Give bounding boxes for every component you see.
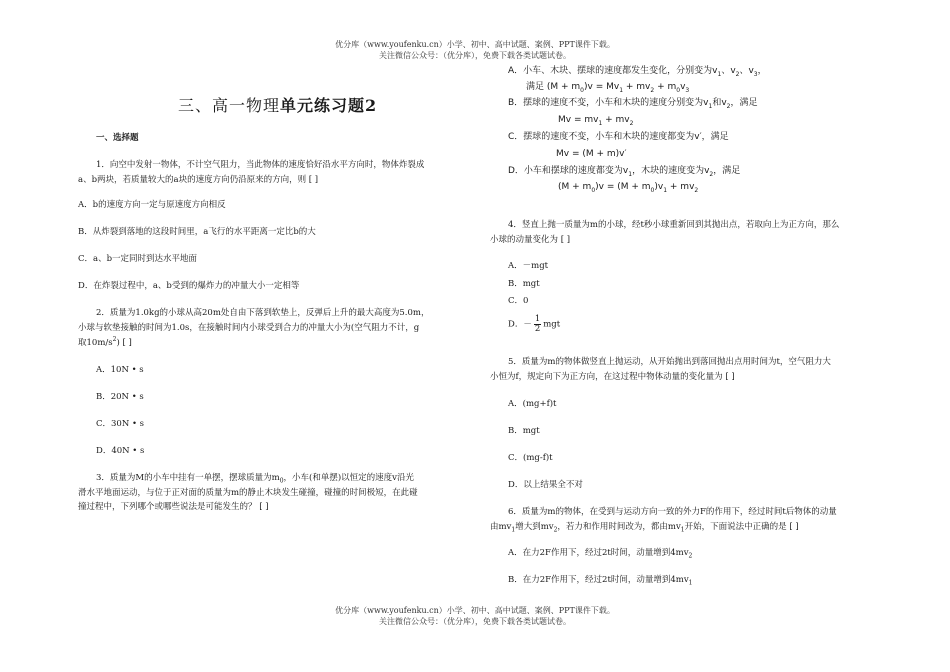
q2-line-2: 小球与软垫接触的时间为1.0s，在接触时间内小球受到合力的冲量大小为(空气阻力不计，g xyxy=(78,323,420,333)
q5-option-a: A．(mg+f)t xyxy=(508,399,557,409)
q2-option-b: B．20N • s xyxy=(96,392,144,402)
page-title xyxy=(178,96,377,116)
q1-option-c: C．a、b一定同时到达水平地面 xyxy=(78,254,198,264)
footer-line-2: 关注微信公众号：（优分库），免费下载各类试题试卷。 xyxy=(379,617,571,626)
q3-option-d: D．小车和摆球的速度都变为$v_1$，木块的速度变为$v_2$，满足 xyxy=(508,166,741,178)
q5-option-c: C．(mg-f)t xyxy=(508,453,553,463)
title-bold: 单元练习题2 xyxy=(280,96,378,115)
q2-line-1: 2．质量为1.0kg的小球从高20m处自由下落到软垫上，反弹后上升的最大高度为5.0m， xyxy=(96,308,430,318)
q3-option-a-formula: 满足 $(M + m_0)v = Mv_1 + mv_2 + m_0v_3$ xyxy=(526,82,690,94)
title-prefix: 三、高一物理 xyxy=(178,96,281,115)
q1-option-d: D．在炸裂过程中，a、b受到的爆炸力的冲量大小一定相等 xyxy=(78,281,300,291)
q5-option-d: D．以上结果全不对 xyxy=(508,480,583,490)
q1-option-a: A．b的速度方向一定与原速度方向相反 xyxy=(78,200,226,210)
q2-line-3: 取$10m/s^2$) [ ] xyxy=(78,336,132,348)
header-line-2: 关注微信公众号：（优分库），免费下载各类试题试卷。 xyxy=(379,51,571,60)
q3-option-c-formula: Mv = (M + m)v′ xyxy=(556,149,627,159)
q2-option-c: C．30N • s xyxy=(96,419,145,429)
q4-option-c: C．0 xyxy=(508,296,529,306)
q3-line-2: 滑水平地面运动，与位于正对面的质量为m的静止木块发生碰撞，碰撞的时间极短，在此碰 xyxy=(78,488,418,498)
q1-line-1: 1．向空中发射一物体，不计空气阻力，当此物体的速度恰好沿水平方向时，物体炸裂成 xyxy=(96,160,425,170)
q5-line-2: 小恒为f，规定向下为正方向，在这过程中物体动量的变化量为 [ ] xyxy=(490,372,735,382)
q3-line-1: 3．质量为M的小车中挂有一单摆，摆球质量为$m_0$，小车(和单摆)以恒定的速度v沿光 xyxy=(96,473,414,485)
q2-option-a: A．10N • s xyxy=(96,365,144,375)
q1-option-b: B．从炸裂到落地的这段时间里，a飞行的水平距离一定比b的大 xyxy=(78,227,316,237)
fraction-one-half: $\frac{1}{2}$ xyxy=(534,314,541,334)
q2-option-d: D．40N • s xyxy=(96,446,145,456)
q4-option-d: D．－ $\frac{1}{2}$ mgt xyxy=(508,314,561,334)
q4-line-2: 小球的动量变化为 [ ] xyxy=(490,235,571,245)
q5-line-1: 5．质量为m的物体做竖直上抛运动，从开始抛出到落回抛出点用时间为t，空气阻力大 xyxy=(508,357,831,367)
header-line-1: 优分库（www.youfenku.cn）小学、初中、高中试题、案例、PPT课件下载。 xyxy=(335,40,615,49)
q6-line-2: 由$mv_1$增大到$mv_2$，若力和作用时间改为，都由$mv_1$开始，下面说法中正确的是 [ ] xyxy=(490,522,799,534)
q3-option-c: C．摆球的速度不变，小车和木块的速度都变为v′，满足 xyxy=(508,132,729,142)
section-heading: 一、选择题 xyxy=(96,133,139,143)
q4-option-a: A．－mgt xyxy=(508,261,549,271)
q3-option-b-formula: $Mv = mv_1 + mv_2$ xyxy=(558,115,634,127)
q3-option-a: A．小车、木块、摆球的速度都发生变化，分别变为$v_1$、$v_2$、$v_3$， xyxy=(508,66,767,78)
q5-option-b: B．mgt xyxy=(508,426,540,436)
q6-line-1: 6．质量为m的物体，在受到与运动方向一致的外力F的作用下，经过时间t后物体的动量 xyxy=(508,507,837,517)
q4-option-b: B．mgt xyxy=(508,279,540,289)
q1-line-2: a、b两块，若质量较大的a块的速度方向仍沿原来的方向，则 [ ] xyxy=(78,175,319,185)
q6-option-b: B．在力2F作用下，经过2t时间，动量增到$4mv_1$ xyxy=(508,575,693,587)
q4-line-1: 4．竖直上抛一质量为m的小球，经t秒小球重新回到其抛出点，若取向上为正方向，那么 xyxy=(508,220,840,230)
footer-line-1: 优分库（www.youfenku.cn）小学、初中、高中试题、案例、PPT课件下载。 xyxy=(335,606,615,615)
q3-option-d-formula: $(M + m_0)v = (M + m_0)v_1 + mv_2$ xyxy=(558,182,699,194)
q3-line-3: 撞过程中，下列哪个或哪些说法是可能发生的？ [ ] xyxy=(78,502,269,512)
q6-option-a: A．在力2F作用下，经过2t时间，动量增到$4mv_2$ xyxy=(508,548,693,560)
q3-option-b: B．摆球的速度不变，小车和木块的速度分别变为$v_1$和$v_2$，满足 xyxy=(508,98,758,110)
